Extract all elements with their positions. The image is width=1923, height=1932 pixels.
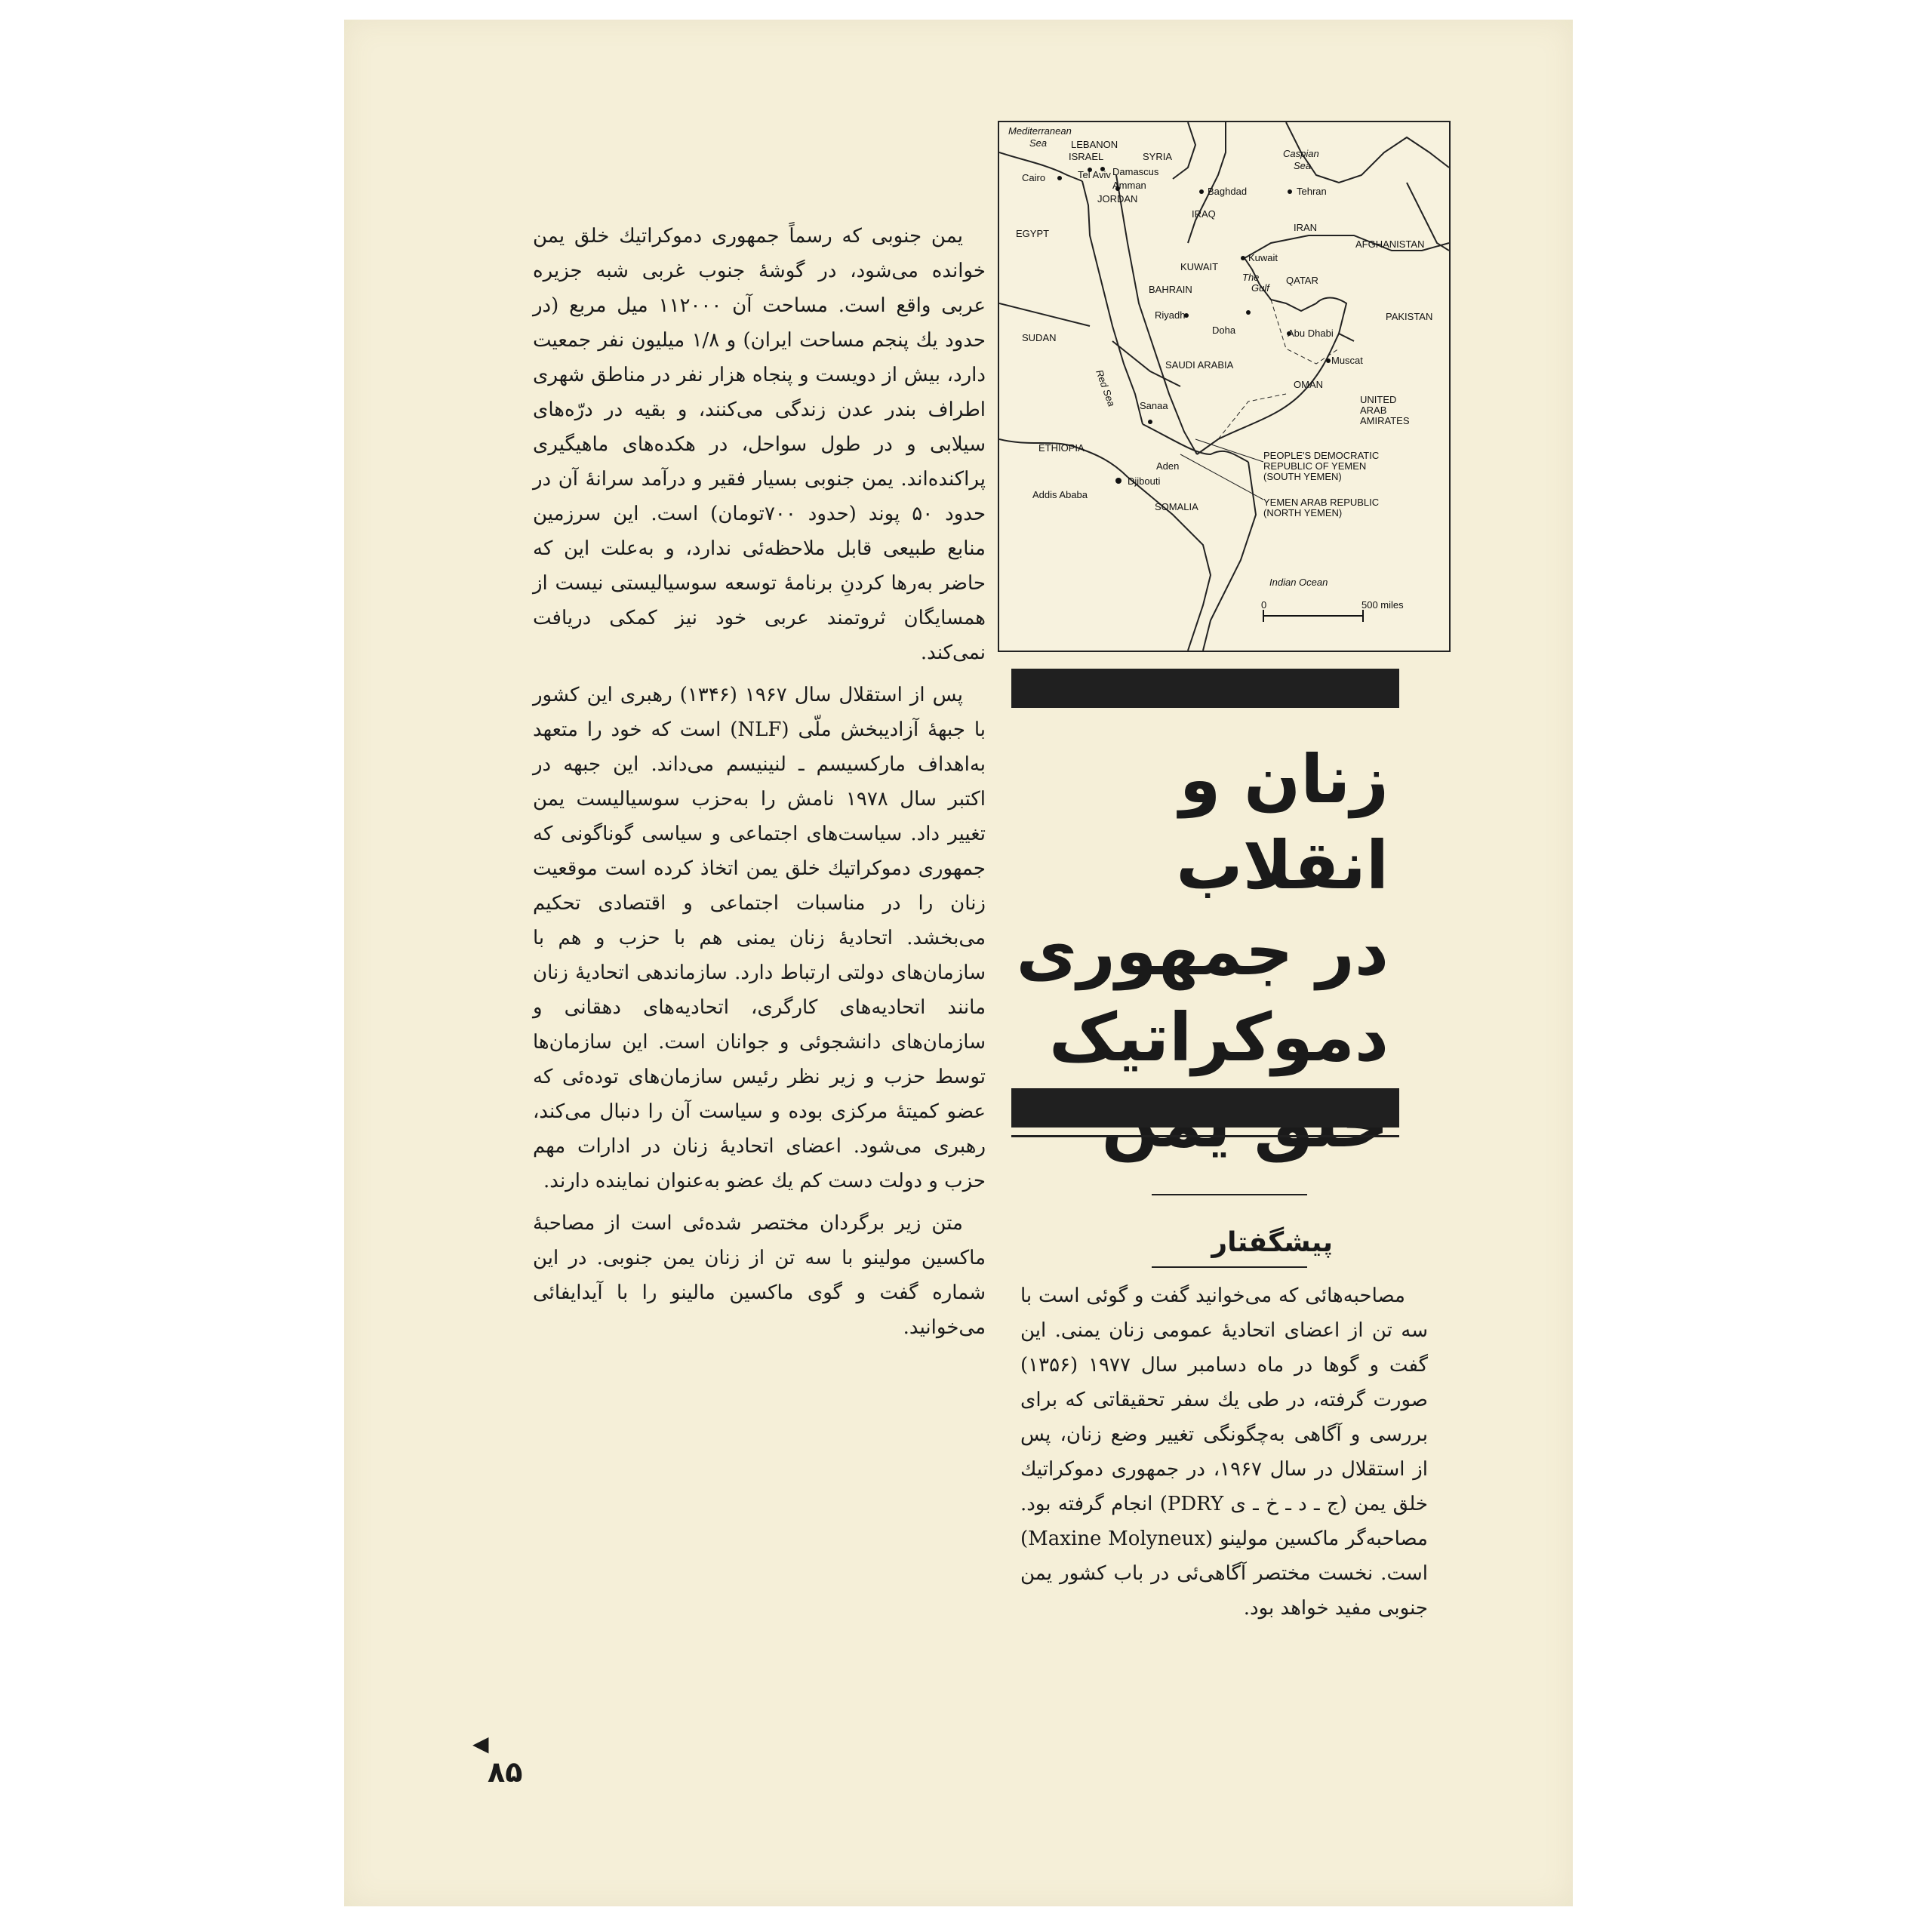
map-label-cairo: Cairo [1022, 172, 1046, 183]
title-bar-bottom [1011, 1088, 1399, 1128]
map-label-amman: Amman [1112, 180, 1146, 191]
map-label-afghanistan: AFGHANISTAN [1355, 238, 1425, 250]
map-label-ethiopia: ETHIOPIA [1038, 442, 1085, 454]
map-label-baghdad: Baghdad [1208, 186, 1248, 197]
body-column [533, 219, 986, 1352]
map-label-red-sea: Red Sea [1094, 368, 1118, 408]
map-label-pakistan: PAKISTAN [1386, 311, 1433, 322]
map-label-caspian-sea: Sea [1294, 160, 1312, 171]
map-label-damascus: Damascus [1112, 166, 1159, 177]
map-scale-bar [1263, 610, 1363, 622]
map-label-israel: ISRAEL [1069, 151, 1104, 162]
map-label-uae-1: UNITED [1360, 394, 1397, 405]
map-label-bahrain: BAHRAIN [1149, 284, 1192, 295]
title-bar-top [1011, 669, 1399, 708]
map-label-kuwait-city: Kuwait [1248, 252, 1278, 263]
intro-column [1020, 1278, 1428, 1626]
map-label-iran: IRAN [1294, 222, 1318, 233]
map-label-aden: Aden [1156, 460, 1180, 472]
map-label-lebanon: LEBANON [1071, 139, 1118, 150]
region-map [998, 121, 1451, 652]
page-number: ۸۵ [488, 1755, 523, 1789]
map-label-uae-2: ARAB [1360, 405, 1387, 416]
map-label-uae-3: AMIRATES [1360, 415, 1410, 426]
map-label-sea: Sea [1029, 137, 1048, 149]
map-label-saudi-arabia: SAUDI ARABIA [1165, 359, 1234, 371]
title-line-2: در جمهوری [1016, 912, 1389, 990]
map-label-gulf: Gulf [1251, 282, 1269, 294]
subheading-rule-bottom [1152, 1266, 1307, 1268]
map-label-egypt: EGYPT [1016, 228, 1050, 239]
intro-paragraph: مصاحبه‌هائی که می‌خوانید گفت و گوئی است با سه تن از اعضای اتحادیهٔ عمومی زنان یمنی. این گفت و گوها در ماه دسامبر سال ۱۹۷۷ (۱۳۵۶) صورت گرفته، در طی یك سفر تحقیقاتی که برای بررسی و آگاهی به‌چگونگی تغییر وضع زنان، پس از استقلال در سال ۱۹۶۷، در جمهوری دموکراتیك خلق یمن (ج ـ د ـ خ ـ ی PDRY) انجام گرفته بود. مصاحبه‌گر ماکسین مولینو (Maxine Molyneux) است. نخست مختصر آگاهی‌ئی در باب کشور یمن جنوبی مفید خواهد بود. [1020, 1284, 1428, 1620]
title-line-3: دموکراتیک [1049, 998, 1389, 1076]
map-label-the: The [1242, 272, 1260, 283]
map-label-yar-2: (NORTH YEMEN) [1263, 507, 1343, 518]
map-label-muscat: Muscat [1331, 355, 1363, 366]
map-label-riyadh: Riyadh [1155, 309, 1186, 321]
map-scale-zero: 0 [1261, 599, 1267, 611]
map-label-oman: OMAN [1294, 379, 1323, 390]
map-label-tel-aviv: Tel Aviv [1078, 169, 1111, 180]
body-paragraph-1: یمن جنوبی که رسماً جمهوری دموکراتیك خلق یمن خوانده می‌شود، در گوشهٔ جنوب غربی شبه جزیره عربی واقع است. مساحت آن ۱۱۲۰۰۰ میل مربع (در حدود یك پنجم مساحت ایران) و ۱/۸ میلیون نفر جمعیت دارد، بیش از دویست و پنجاه هزار نفر در مناطق شهری اطراف بندر عدن زندگی می‌کنند، و بقیه در درّه‌های سیلابی و در طول سواحل، در هکده‌های ماهیگیری پراکنده‌اند. یمن جنوبی بسیار فقیر و درآمد سرانهٔ آن در حدود ۵۰ پوند (حدود ۷۰۰تومان) است. این سرزمین منابع طبیعی قابل ملاحظه‌ئی ندارد، و به‌علت این که حاضر به‌رها کردنِ برنامهٔ توسعه سوسیالیستی نیست از همسایگان ثروتمند عربی خود نیز کمکی دریافت نمی‌کند. [533, 225, 986, 664]
map-label-pdry-2: REPUBLIC OF YEMEN [1263, 460, 1367, 472]
map-label-tehran: Tehran [1297, 186, 1327, 197]
map-label-syria: SYRIA [1143, 151, 1173, 162]
map-label-sanaa: Sanaa [1140, 400, 1168, 411]
map-label-djibouti: Djibouti [1128, 475, 1161, 487]
map-label-sudan: SUDAN [1022, 332, 1057, 343]
map-label-jordan: JORDAN [1097, 193, 1138, 205]
body-paragraph-3: متن زیر برگردان مختصر شده‌ئی است از مصاحبهٔ ماکسین مولینو با سه تن از زنان یمن جنوبی. در این شماره گفت و گوی ماکسین مالینو را با آیدایفائی می‌خوانید. [533, 1212, 986, 1339]
map-label-somalia: SOMALIA [1155, 501, 1198, 512]
title-underline [1011, 1135, 1399, 1137]
map-label-addis-ababa: Addis Ababa [1032, 489, 1088, 500]
magazine-page [344, 20, 1573, 1906]
map-svg [999, 122, 1449, 651]
map-label-kuwait: KUWAIT [1180, 261, 1219, 272]
map-label-doha: Doha [1212, 325, 1236, 336]
map-label-mediterranean: Mediterranean [1008, 125, 1072, 137]
map-label-abu-dhabi: Abu Dhabi [1288, 328, 1334, 339]
map-label-pdry-1: PEOPLE'S DEMOCRATIC [1263, 450, 1380, 461]
map-label-iraq: IRAQ [1192, 208, 1216, 220]
map-label-yar-1: YEMEN ARAB REPUBLIC [1263, 497, 1380, 508]
map-label-indian-ocean: Indian Ocean [1269, 577, 1328, 588]
page-arrow-icon: ◀ [472, 1731, 489, 1756]
map-label-caspian: Caspian [1283, 148, 1319, 159]
subheading-rule-top [1152, 1194, 1307, 1195]
map-label-qatar: QATAR [1286, 275, 1318, 286]
title-line-1: زنان و انقلاب [1176, 740, 1389, 904]
section-heading: پیشگفتار [1211, 1227, 1333, 1258]
map-scale-500: 500 miles [1361, 599, 1404, 611]
body-paragraph-2: پس از استقلال سال ۱۹۶۷ (۱۳۴۶) رهبری این کشور با جبههٔ آزادیبخش ملّی (NLF) است که خود را متعهد به‌اهداف مارکسیسم ـ لنینیسم می‌داند. این جبهه در اکتبر سال ۱۹۷۸ نامش را به‌حزب سوسیالیست یمن تغییر داد. سیاست‌های اجتماعی و سیاسی گوناگونی که جمهوری دموکراتیك خلق یمن اتخاذ کرده است موقعیت زنان را در مناسبات اجتماعی و اقتصادی تحکیم می‌بخشد. اتحادیهٔ زنان یمنی هم با حزب و هم با سازمان‌های دولتی ارتباط دارد. سازماندهی اتحادیهٔ زنان مانند اتحادیه‌های کارگری، اتحادیه‌های دهقانی و سازمان‌های دانشجوئی و جوانان است. این سازمان‌ها توسط حزب و زیر نظر رئیس سازمان‌های توده‌ئی که عضو کمیتهٔ مرکزی بوده و سیاست آن را دنبال می‌کند، رهبری می‌شود. اعضای اتحادیهٔ زنان در ادارات مهم حزب و دولت دست کم یك عضو به‌عنوان نماینده دارند. [533, 684, 986, 1192]
map-label-pdry-3: (SOUTH YEMEN) [1263, 471, 1342, 482]
